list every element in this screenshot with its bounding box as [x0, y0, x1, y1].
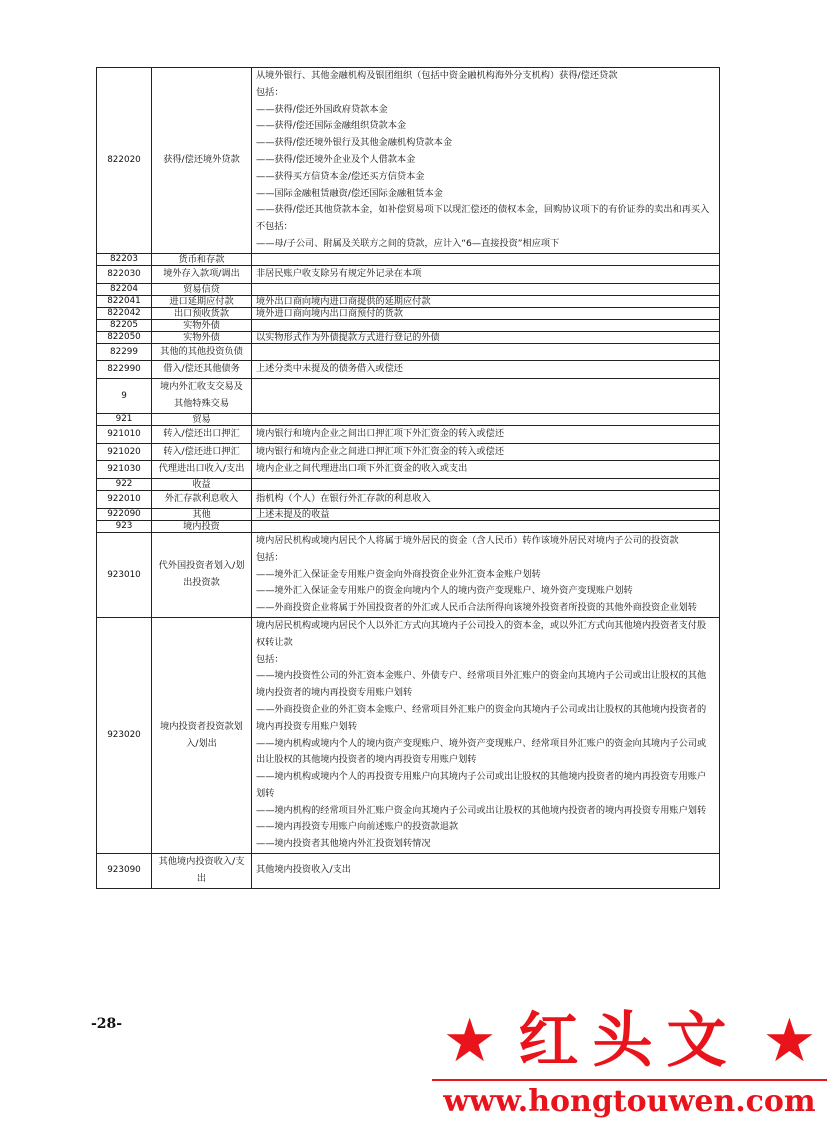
description-line: 境内居民机构或境内居民个人将属于境外居民的资金（含人民币）转作该境外居民对境内子公司的投资款	[256, 534, 679, 546]
row-code: 921	[97, 413, 152, 425]
description-line: ——获得/偿还境外企业及个人借款本金	[256, 153, 416, 165]
table-row	[97, 443, 720, 461]
table-row	[97, 283, 720, 295]
row-name: 境内投资	[152, 520, 252, 532]
description-line: 境内企业之间代理进出口项下外汇资金的收入或支出	[256, 463, 468, 475]
row-name: 转入/偿还出口押汇	[152, 425, 252, 443]
description-line: ——境内投资性公司的外汇资本金账户、外债专户、经常项目外汇账户的资金向其境内子公司或出让股权的其他境内投资者的境内再投资专用账户划转	[256, 670, 707, 699]
description-line: ——境内投资者其他境内外汇投资划转情况	[256, 838, 431, 850]
row-description	[252, 854, 720, 889]
row-name: 获得/偿还境外贷款	[152, 68, 252, 254]
row-name: 其他	[152, 508, 252, 520]
description-line: ——外商投资企业的外汇资本金账户、经常项目外汇账户的资金向其境内子公司或出让股权的其他境内投资者的境内再投资专用账户划转	[256, 703, 707, 732]
table-row	[97, 520, 720, 532]
row-code: 822050	[97, 331, 152, 343]
description-line: ——获得/偿还境外银行及其他金融机构贷款本金	[256, 137, 453, 149]
row-name: 进口延期应付款	[152, 295, 252, 307]
row-code: 82205	[97, 319, 152, 331]
row-name: 转入/偿还进口押汇	[152, 443, 252, 461]
description-line: 境内银行和境内企业之间进口押汇项下外汇资金的转入或偿还	[256, 445, 505, 457]
description-line: ——境内机构或境内个人的境内资产变现账户、境外资产变现账户、经常项目外汇账户的资金向其境内子公司或出让股权的其他境内投资者的境内再投资专用账户划转	[256, 737, 707, 766]
row-description	[252, 343, 720, 361]
row-description	[252, 307, 720, 319]
description-line: 包括：	[256, 653, 284, 665]
row-code: 921010	[97, 425, 152, 443]
row-description	[252, 413, 720, 425]
row-name: 其他境内投资收入/支出	[152, 854, 252, 889]
description-line: ——母/子公司、附属及关联方之间的贷款，应计入“6—直接投资”相应项下	[256, 237, 560, 249]
row-description	[252, 295, 720, 307]
row-description	[252, 425, 720, 443]
row-name: 收益	[152, 479, 252, 491]
description-line: ——境外汇入保证金专用账户的资金向境内个人的境内资产变现账户、境外资产变现账户划转	[256, 585, 633, 597]
row-description	[252, 508, 720, 520]
row-code: 82204	[97, 283, 152, 295]
row-name: 贸易	[152, 413, 252, 425]
description-line: ——获得买方信贷本金/偿还买方信贷本金	[256, 170, 425, 182]
row-description	[252, 617, 720, 853]
description-line: ——获得/偿还国际金融组织贷款本金	[256, 120, 407, 132]
description-line: 从境外银行、其他金融机构及银团组织（包括中资金融机构海外分支机构）获得/偿还贷款	[256, 70, 618, 81]
description-line: ——境内再投资专用账户向前述账户的投资款退款	[256, 821, 459, 833]
description-line: 上述未提及的收益	[256, 508, 330, 520]
row-description	[252, 479, 720, 491]
row-description	[252, 331, 720, 343]
description-line: 不包括：	[256, 221, 293, 233]
row-code: 82299	[97, 343, 152, 361]
star-icon: ★	[442, 1006, 497, 1076]
code-table	[96, 67, 720, 889]
table-row	[97, 532, 720, 617]
row-code: 822042	[97, 307, 152, 319]
table-row	[97, 508, 720, 520]
description-line: 境内居民机构或境内居民个人以外汇方式向其境内子公司投入的资本金，或以外汇方式向其他境内投资者支付股权转让款	[256, 619, 707, 648]
row-description	[252, 283, 720, 295]
description-line: 非居民账户收支除另有规定外记录在本项	[256, 267, 422, 279]
row-name: 境外存入款项/调出	[152, 265, 252, 283]
row-name: 借入/偿还其他债务	[152, 361, 252, 379]
row-description	[252, 520, 720, 532]
description-line: 境内银行和境内企业之间出口押汇项下外汇资金的转入或偿还	[256, 427, 505, 439]
table-row	[97, 253, 720, 265]
row-code: 822990	[97, 361, 152, 379]
table-row	[97, 319, 720, 331]
row-name: 外汇存款利息收入	[152, 491, 252, 509]
row-name: 货币和存款	[152, 253, 252, 265]
description-line: 包括：	[256, 86, 284, 98]
table-body	[97, 68, 720, 889]
description-line: 包括：	[256, 551, 284, 563]
description-line: 指机构（个人）在银行外汇存款的利息收入	[256, 493, 431, 505]
description-line: 其他境内投资收入/支出	[256, 864, 351, 876]
table-row	[97, 331, 720, 343]
table-row	[97, 413, 720, 425]
row-name: 代外国投资者划入/划出投资款	[152, 532, 252, 617]
page-number: -28-	[91, 1016, 123, 1032]
row-description	[252, 532, 720, 617]
table-row	[97, 854, 720, 889]
table-row	[97, 68, 720, 254]
row-code: 923	[97, 520, 152, 532]
description-line: 境外出口商向境内进口商提供的延期应付款	[256, 295, 431, 307]
row-description	[252, 443, 720, 461]
watermark-rule	[432, 1079, 827, 1081]
table-row	[97, 461, 720, 479]
row-name: 实物外债	[152, 319, 252, 331]
description-line: ——境外汇入保证金专用账户资金向外商投资企业外汇资本金账户划转	[256, 568, 541, 580]
row-description	[252, 461, 720, 479]
row-code: 822030	[97, 265, 152, 283]
table-row	[97, 491, 720, 509]
description-line: 上述分类中未提及的债务借入或偿还	[256, 363, 403, 375]
row-name: 代理进出口收入/支出	[152, 461, 252, 479]
row-code: 9	[97, 379, 152, 414]
description-line: ——境内机构或境内个人的再投资专用账户向其境内子公司或出让股权的其他境内投资者的境内再投资专用账户划转	[256, 771, 707, 799]
row-code: 82203	[97, 253, 152, 265]
table-row	[97, 425, 720, 443]
row-code: 921030	[97, 461, 152, 479]
description-line: 境外进口商向境内出口商预付的货款	[256, 307, 403, 319]
table-row	[97, 343, 720, 361]
row-name: 境内外汇收支交易及其他特殊交易	[152, 379, 252, 414]
row-name: 出口预收货款	[152, 307, 252, 319]
row-name: 实物外债	[152, 331, 252, 343]
row-code: 922010	[97, 491, 152, 509]
table-row	[97, 617, 720, 853]
row-code: 923090	[97, 854, 152, 889]
row-description	[252, 68, 720, 254]
description-line: ——获得/偿还外国政府贷款本金	[256, 103, 388, 115]
row-code: 923020	[97, 617, 152, 853]
row-code: 923010	[97, 532, 152, 617]
row-description	[252, 491, 720, 509]
table-row	[97, 379, 720, 414]
row-description	[252, 319, 720, 331]
row-description	[252, 361, 720, 379]
table-row	[97, 479, 720, 491]
watermark-text: 红头文	[518, 1006, 741, 1076]
row-name: 其他的其他投资负债	[152, 343, 252, 361]
row-code: 922090	[97, 508, 152, 520]
row-name: 贸易信贷	[152, 283, 252, 295]
table-row	[97, 265, 720, 283]
description-line: ——国际金融租赁融资/偿还国际金融租赁本金	[256, 187, 443, 199]
table-row	[97, 307, 720, 319]
watermark	[432, 1002, 827, 1123]
row-code: 822020	[97, 68, 152, 254]
table-row	[97, 361, 720, 379]
star-icon: ★	[762, 1006, 817, 1076]
watermark-title	[432, 1002, 827, 1080]
description-line: ——境内机构的经常项目外汇账户资金向其境内子公司或出让股权的其他境内投资者的境内再投资专用账户划转	[256, 804, 707, 816]
row-code: 922	[97, 479, 152, 491]
row-description	[252, 379, 720, 414]
row-code: 822041	[97, 295, 152, 307]
description-line: 以实物形式作为外债提款方式进行登记的外债	[256, 331, 440, 343]
row-description	[252, 265, 720, 283]
row-description	[252, 253, 720, 265]
row-code: 921020	[97, 443, 152, 461]
table-row	[97, 295, 720, 307]
description-line: ——外商投资企业将属于外国投资者的外汇或人民币合法所得向该境外投资者所投资的其他外商投资企业划转	[256, 602, 697, 614]
description-line: ——获得/偿还其他贷款本金，如补偿贸易项下以现汇偿还的债权本金，回购协议项下的有价证券的卖出和再买入	[256, 204, 710, 216]
row-name: 境内投资者投资款划入/划出	[152, 617, 252, 853]
watermark-url: www.hongtouwen.com	[443, 1084, 816, 1119]
